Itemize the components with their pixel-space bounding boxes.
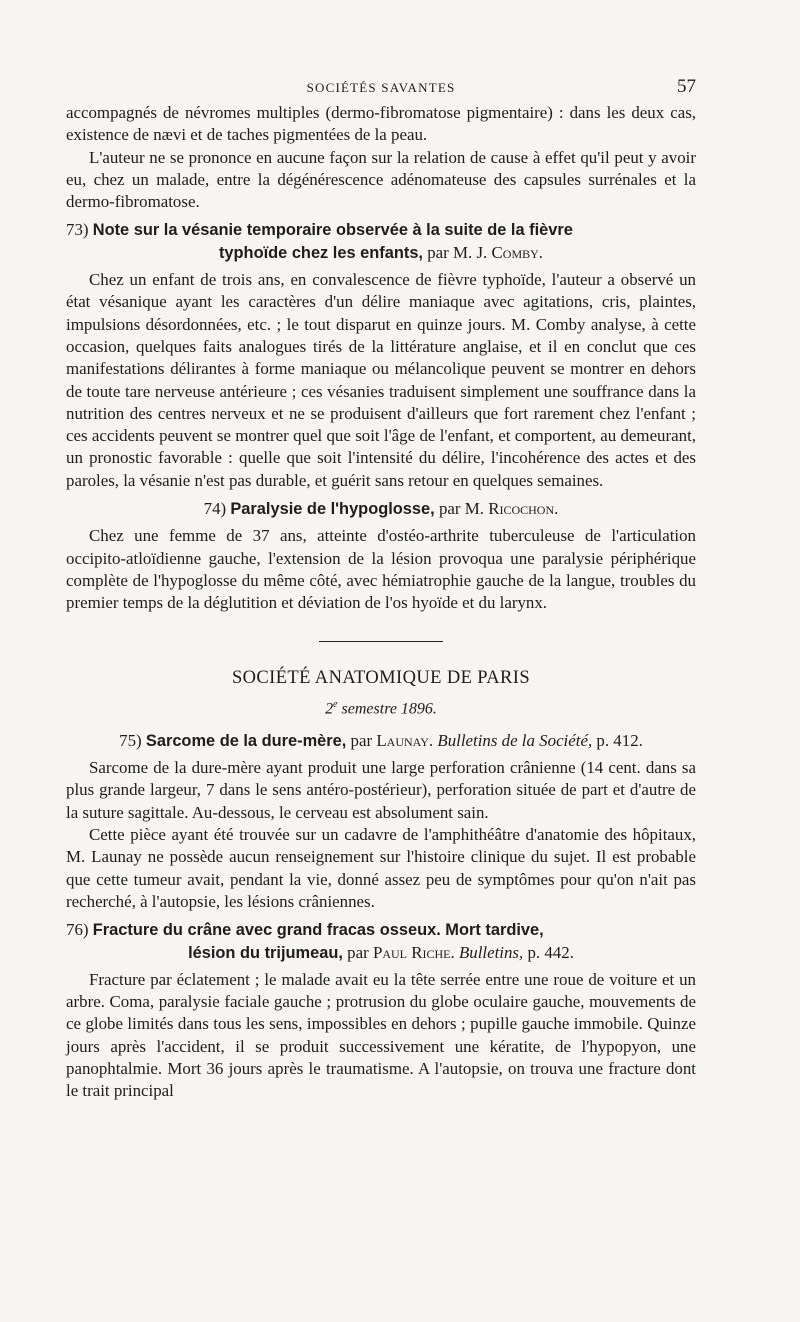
section-title: SOCIÉTÉ ANATOMIQUE DE PARIS — [231, 667, 531, 688]
entry-76-body: Fracture par éclatement ; le malade avait eu la tête serrée entre une roue de voiture et un arbre. Coma, paralysie faciale gauche ; protrusion du globe oculaire gauche, mouvements de ce globe limités dans tous les sens, impossibles en dehors ; pupille gauche immobile. Quinze jours après l'accident, il se produit successivement une kératite, de l'hypopyon, une panophtalmie. Mort 36 jours après le traumatisme. A l'autopsie, on trouva une fracture dont le trait principal — [66, 969, 696, 1101]
entry-73-author: Comby. — [491, 242, 544, 262]
entry-75-paragraph-1: Sarcome de la dure-mère ayant produit une large perforation crânienne (14 cent. dans sa plus grande largeur, 7 dans le sens antéro-postérieur), perforation située de part et d'autre de la suture sagittale. Au-dessous, le cerveau est absolument sain. — [66, 758, 696, 822]
entry-76-page: p. 442. — [527, 942, 574, 962]
intro-paragraph-2: L'auteur ne se prononce en aucune façon sur la relation de cause à effet qu'il peut y avoir eu, chez un malade, entre la dégénérescence adénomateuse des capsules surrénales et la dermo-fibromatose. — [66, 147, 696, 212]
entry-73-heading — [66, 219, 696, 264]
entry-76-heading — [66, 919, 696, 964]
entry-76-title-part2: lésion du trijumeau, — [188, 943, 343, 962]
entry-75-title: Sarcome de la dure-mère, — [145, 731, 347, 750]
entry-73-byline: par M. J. — [427, 242, 488, 262]
page-number: 57 — [677, 76, 696, 97]
entry-75-paragraph-2: Cette pièce ayant été trouvée sur un cadavre de l'amphithéâtre d'anatomie des hôpitaux, M. Launay ne possède aucun renseignement sur l'histoire clinique du sujet. Il est probable que cette tumeur avait, pendant la vie, donné assez peu de symptômes pour qu'on n'ait pas recherché, à l'autopsie, les lésions crâniennes. — [66, 825, 696, 911]
entry-75-author: Launay. — [376, 730, 434, 750]
document-page — [66, 72, 696, 1103]
running-title: SOCIÉTÉS SAVANTES — [306, 80, 456, 95]
entry-74-body: Chez une femme de 37 ans, atteinte d'ostéo-arthrite tuberculeuse de l'articulation occipito-atloïdienne gauche, l'extension de la lésion provoqua une paralysie périphérique complète de l'hypoglosse du même côté, avec hémiatrophie gauche de la langue, troubles du premier temps de la déglutition et déviation de l'os hyoïde et du larynx. — [66, 526, 696, 613]
semester-number: 2 — [325, 699, 334, 717]
entry-73-title-part1: Note sur la vésanie temporaire observée à la suite de la fièvre — [92, 221, 573, 240]
entry-74-title: Paralysie de l'hypoglosse, — [230, 500, 435, 519]
intro-paragraph-continued: accompagnés de névromes multiples (dermo-fibromatose pigmentaire) : dans les deux cas, existence de nævi et de taches pigmentées de la peau. — [66, 103, 696, 145]
entry-74-byline: par M. — [438, 499, 484, 519]
entry-74-author: Ricochon. — [488, 499, 559, 519]
entry-73-body: Chez un enfant de trois ans, en convalescence de fièvre typhoïde, l'auteur a observé un état vésanique ayant les caractères d'un délire maniaque avec agitations, cris, plaintes, impulsions désordonnées, etc. ; le tout disparut en quinze jours. M. Comby analyse, à cette occasion, quelques faits analogues tirés de la littérature anglaise, et il en conclut que ces manifestations délirantes à forme maniaque ou mélancolique peuvent se montrer en dehors de toute tare nerveuse antérieure ; ces vésanies traduisent simplement une souffrance dans la nutrition des centres nerveux et ne se produisent d'ailleurs que fort rarement chez l'enfant ; ces accidents peuvent se montrer quel que soit l'âge de l'enfant, et comportent, au demeurant, un pronostic favorable : quelle que soit l'intensité du délire, l'incohérence des actes et des paroles, la vésanie n'est pas durable, et guérit sans retour en quelques semaines. — [66, 270, 696, 490]
entry-76-author: Paul Riche. — [372, 942, 455, 962]
entry-75-byline: par — [350, 730, 373, 750]
semester-line — [66, 699, 696, 718]
semester-text: semestre 1896. — [341, 699, 437, 717]
section-divider — [319, 641, 443, 642]
entry-76-source: Bulletins, — [458, 942, 524, 962]
entry-76-title-part1: Fracture du crâne avec grand fracas osseux. Mort tardive, — [92, 921, 544, 940]
entry-74-heading — [66, 498, 696, 520]
entry-76-byline: par — [347, 942, 369, 962]
entry-75-page: p. 412. — [596, 730, 643, 750]
entry-73-title-part2: typhoïde chez les enfants, — [218, 243, 423, 262]
running-header — [66, 72, 696, 102]
semester-ordinal: e — [333, 698, 338, 710]
entry-75-number: 75) — [119, 730, 142, 750]
entry-76-number: 76) — [66, 920, 89, 940]
entry-73-number: 73) — [66, 220, 89, 240]
entry-75-heading — [66, 730, 696, 752]
entry-74-number: 74) — [203, 499, 227, 519]
entry-75-source: Bulletins de la Société, — [437, 730, 593, 750]
